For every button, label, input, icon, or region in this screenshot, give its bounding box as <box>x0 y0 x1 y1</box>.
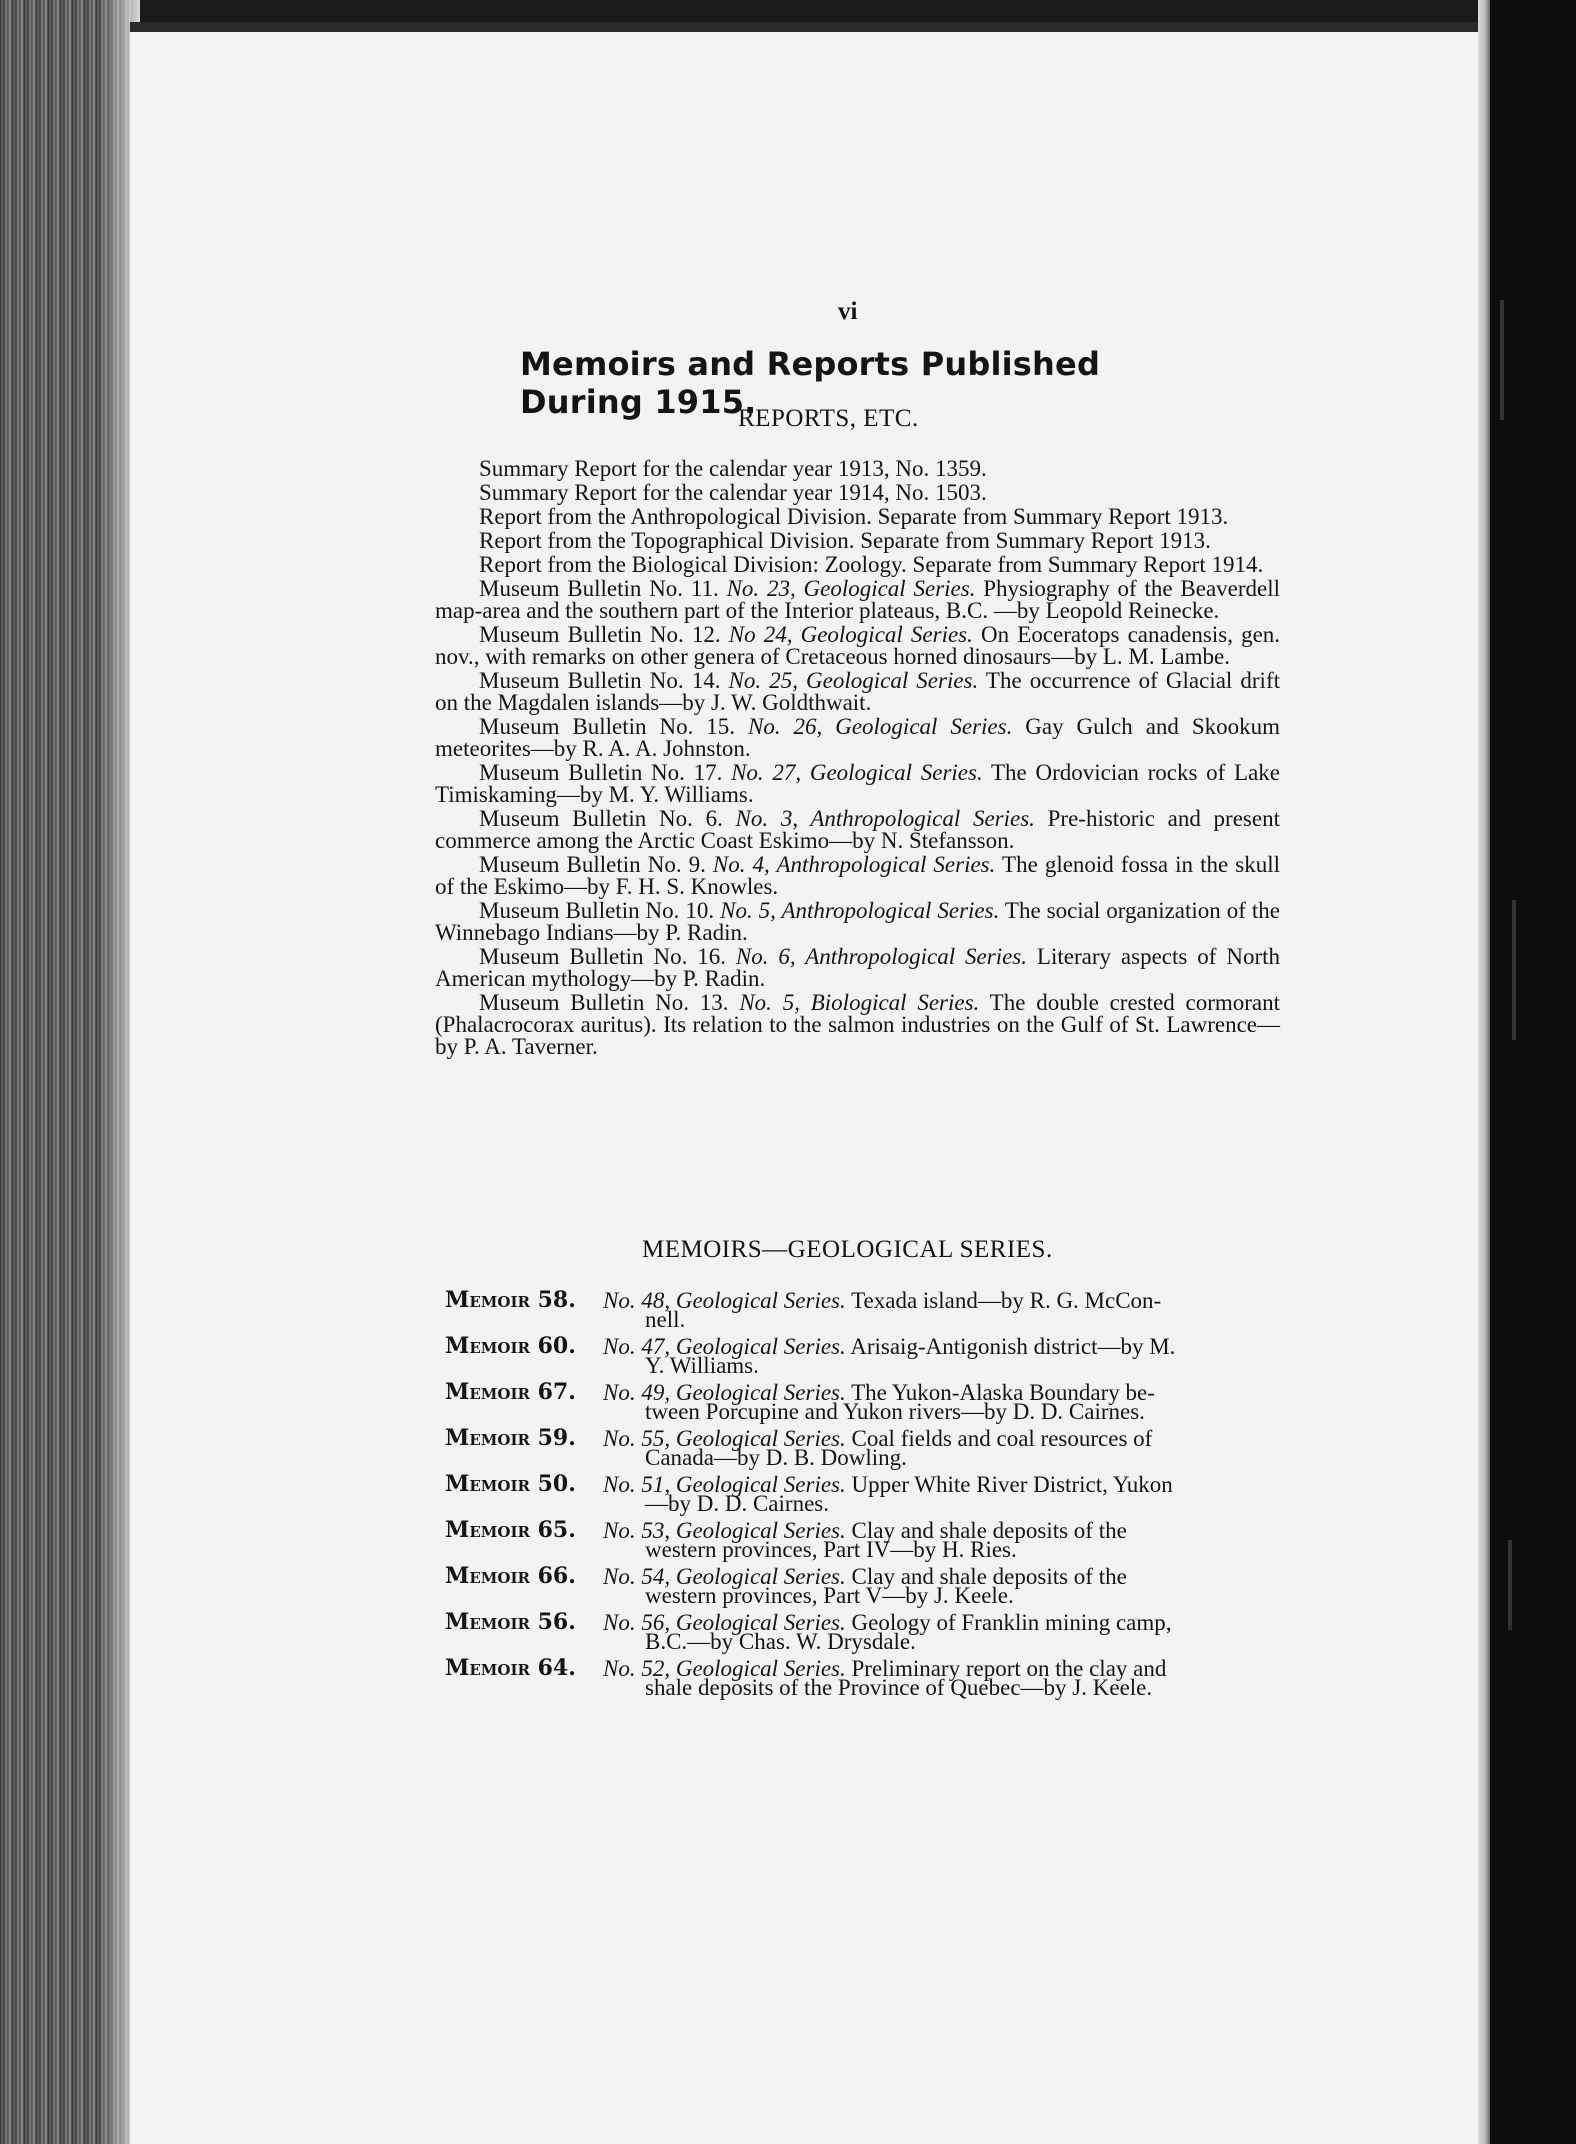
memoir-description: Preliminary report on the clay and <box>851 1656 1167 1681</box>
report-title: Museum Bulletin No. 17. <box>479 760 723 785</box>
memoir-number: Memoir 67. <box>445 1379 576 1405</box>
report-entry <box>435 458 1280 480</box>
report-title: Report from the Anthropological Division. Separate from Summary Report 1913. <box>479 504 1229 529</box>
memoir-number: Memoir 56. <box>445 1609 576 1635</box>
series-name: No 24, Geological Series. <box>728 622 973 647</box>
report-description: Literary aspects of North American mythology—by P. Radin. <box>435 944 1280 991</box>
memoirs-heading: MEMOIRS—GEOLOGICAL SERIES. <box>642 1236 1053 1263</box>
memoir-entry <box>445 1471 1285 1516</box>
series-name: No. 51, Geological Series. <box>603 1472 846 1497</box>
report-entry <box>435 946 1280 990</box>
report-title: Museum Bulletin No. 15. <box>479 714 736 739</box>
report-title: Museum Bulletin No. 16. <box>479 944 726 969</box>
memoir-description-continued: western provinces, Part IV—by H. Ries. <box>645 1537 1017 1562</box>
report-title: Museum Bulletin No. 10. <box>479 898 715 923</box>
report-entry <box>435 530 1280 552</box>
memoir-description-continued: Canada—by D. B. Dowling. <box>645 1445 907 1470</box>
memoir-entry <box>445 1609 1285 1654</box>
memoir-number: Memoir 64. <box>445 1655 576 1681</box>
memoir-number: Memoir 66. <box>445 1563 576 1589</box>
memoir-entry <box>445 1379 1285 1424</box>
series-name: No. 48, Geological Series. <box>603 1288 846 1313</box>
series-name: No. 47, Geological Series. <box>603 1334 846 1359</box>
memoir-description-continued: —by D. D. Cairnes. <box>645 1491 829 1516</box>
report-description: Physiography of the Beaverdell map-area and the southern part of the Interior plateaus, B.C. —by Leopold Reinecke. <box>435 576 1281 623</box>
page-number: vi <box>838 298 858 325</box>
memoir-entry <box>445 1517 1285 1562</box>
report-entry <box>435 554 1280 576</box>
series-name: No. 54, Geological Series. <box>603 1564 846 1589</box>
report-entry <box>435 854 1280 898</box>
report-entry <box>435 992 1280 1058</box>
memoir-entry <box>445 1655 1285 1700</box>
memoir-entry <box>445 1333 1285 1378</box>
memoir-text <box>603 1610 1285 1654</box>
memoir-number: Memoir 60. <box>445 1333 576 1359</box>
memoir-number: Memoir 58. <box>445 1287 576 1313</box>
report-entry <box>435 900 1280 944</box>
memoir-description: Geology of Franklin mining camp, <box>851 1610 1172 1635</box>
memoir-text <box>603 1564 1285 1608</box>
memoir-description-continued: tween Porcupine and Yukon rivers—by D. D. Cairnes. <box>645 1399 1145 1424</box>
series-name: No. 23, Geological Series. <box>726 576 976 601</box>
report-description: The double crested cormorant (Phalacrocorax auritus). Its relation to the salmon industries on the Gulf of St. Lawrence—by P. A. Taverner. <box>435 990 1281 1059</box>
report-entry <box>435 762 1280 806</box>
report-description: Gay Gulch and Skookum meteorites—by R. A. A. Johnston. <box>435 714 1281 761</box>
memoir-description-continued: shale deposits of the Province of Quebec—by J. Keele. <box>645 1675 1153 1700</box>
scan-mark <box>1500 300 1504 420</box>
scan-mark <box>1508 1540 1512 1630</box>
report-title: Museum Bulletin No. 13. <box>479 990 729 1015</box>
report-title: Museum Bulletin No. 12. <box>479 622 721 647</box>
report-description: The glenoid fossa in the skull of the Eskimo—by F. H. S. Knowles. <box>435 852 1280 899</box>
right-background <box>1480 0 1576 2144</box>
document-page <box>130 22 1480 2144</box>
scan-mark <box>1512 900 1516 1040</box>
memoir-description: Clay and shale deposits of the <box>851 1518 1127 1543</box>
page-title: Memoirs and Reports Published During 1915. <box>520 345 1101 421</box>
report-entry <box>435 578 1280 622</box>
memoir-description: The Yukon-Alaska Boundary be- <box>851 1380 1155 1405</box>
next-page-edge <box>1478 0 1490 2144</box>
memoir-number: Memoir 65. <box>445 1517 576 1543</box>
memoir-text <box>603 1288 1285 1332</box>
report-title: Museum Bulletin No. 11. <box>479 576 719 601</box>
series-name: No. 53, Geological Series. <box>603 1518 846 1543</box>
report-title: Museum Bulletin No. 6. <box>479 806 723 831</box>
memoir-text <box>603 1472 1285 1516</box>
memoir-text <box>603 1380 1285 1424</box>
memoir-number: Memoir 59. <box>445 1425 576 1451</box>
memoir-description: Texada island—by R. G. McCon- <box>851 1288 1162 1313</box>
memoir-description: Clay and shale deposits of the <box>851 1564 1127 1589</box>
reports-list <box>435 458 1280 1060</box>
memoir-number: Memoir 50. <box>445 1471 576 1497</box>
report-title: Museum Bulletin No. 14. <box>479 668 721 693</box>
memoir-description-continued: B.C.—by Chas. W. Drysdale. <box>645 1629 916 1654</box>
report-title: Report from the Biological Division: Zoology. Separate from Summary Report 1914. <box>479 552 1264 577</box>
memoir-entry <box>445 1287 1285 1332</box>
memoir-description: Coal fields and coal resources of <box>851 1426 1153 1451</box>
series-name: No. 27, Geological Series. <box>731 760 983 785</box>
report-description: On Eoceratops canadensis, gen. nov., with remarks on other genera of Cretaceous horned dinosaurs—by L. M. Lambe. <box>435 622 1281 669</box>
memoir-text <box>603 1334 1285 1378</box>
memoir-entry <box>445 1563 1285 1608</box>
report-entry <box>435 808 1280 852</box>
series-name: No. 4, Anthropological Series. <box>712 852 996 877</box>
report-entry <box>435 670 1280 714</box>
memoir-description-continued: nell. <box>645 1307 686 1332</box>
memoir-description-continued: Y. Williams. <box>645 1353 759 1378</box>
report-title: Report from the Topographical Division. Separate from Summary Report 1913. <box>479 528 1211 553</box>
reports-heading: REPORTS, ETC. <box>738 405 919 432</box>
memoir-text <box>603 1426 1285 1470</box>
report-entry <box>435 716 1280 760</box>
report-title: Summary Report for the calendar year 1913, No. 1359. <box>479 456 987 481</box>
memoir-description: Arisaig-Antigonish district—by M. <box>850 1334 1176 1359</box>
series-name: No. 56, Geological Series. <box>603 1610 846 1635</box>
report-entry <box>435 506 1280 528</box>
memoir-entry <box>445 1425 1285 1470</box>
series-name: No. 5, Biological Series. <box>739 990 980 1015</box>
series-name: No. 52, Geological Series. <box>603 1656 846 1681</box>
series-name: No. 5, Anthropological Series. <box>720 898 1000 923</box>
series-name: No. 6, Anthropological Series. <box>735 944 1027 969</box>
memoirs-list <box>445 1287 1285 1705</box>
report-title: Summary Report for the calendar year 1914, No. 1503. <box>479 480 987 505</box>
memoir-description: Upper White River District, Yukon <box>851 1472 1173 1497</box>
memoir-text <box>603 1518 1285 1562</box>
report-description: Pre-historic and present commerce among the Arctic Coast Eskimo—by N. Stefansson. <box>435 806 1280 853</box>
series-name: No. 55, Geological Series. <box>603 1426 846 1451</box>
report-entry <box>435 482 1280 504</box>
memoir-description-continued: western provinces, Part V—by J. Keele. <box>645 1583 1014 1608</box>
memoir-text <box>603 1656 1285 1700</box>
series-name: No. 25, Geological Series. <box>728 668 979 693</box>
report-description: The Ordovician rocks of Lake Timiskaming—by M. Y. Williams. <box>435 760 1281 807</box>
report-description: The social organization of the Winnebago Indians—by P. Radin. <box>435 898 1280 945</box>
series-name: No. 26, Geological Series. <box>748 714 1013 739</box>
report-description: The occurrence of Glacial drift on the Magdalen islands—by J. W. Goldthwait. <box>435 668 1280 715</box>
report-entry <box>435 624 1280 668</box>
series-name: No. 3, Anthropological Series. <box>735 806 1035 831</box>
series-name: No. 49, Geological Series. <box>603 1380 846 1405</box>
report-title: Museum Bulletin No. 9. <box>479 852 706 877</box>
